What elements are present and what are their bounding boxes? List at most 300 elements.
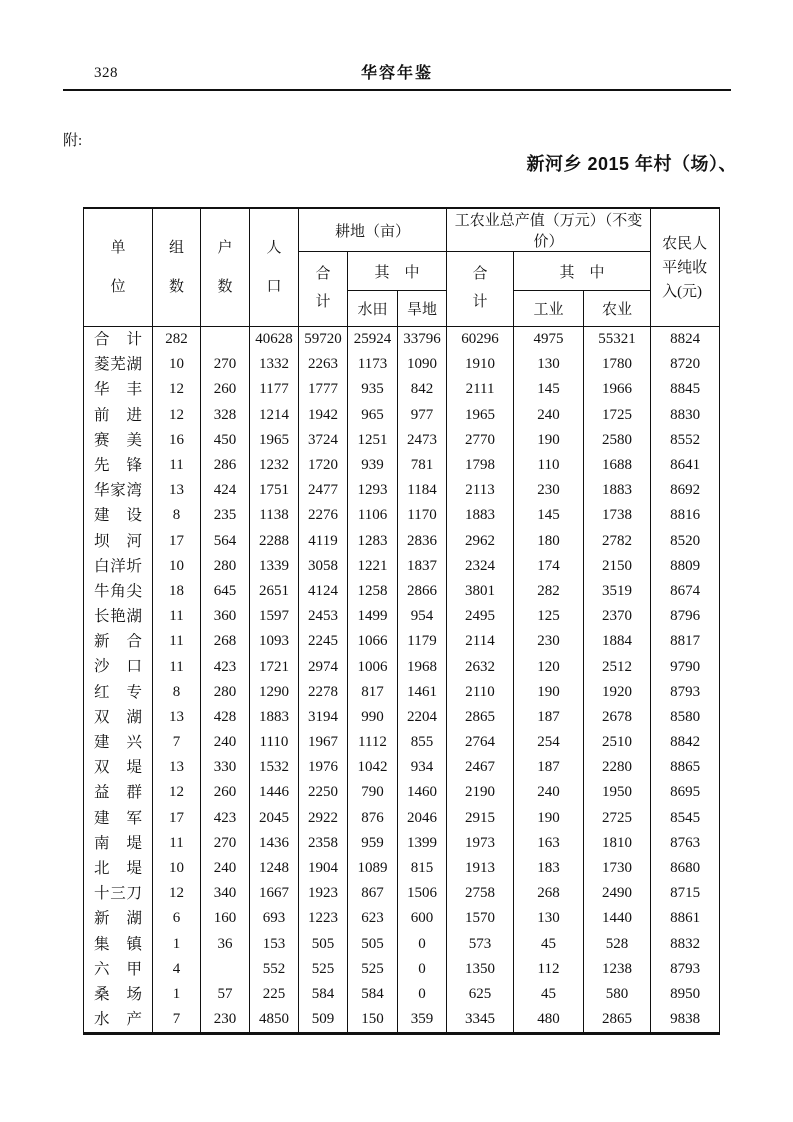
row-name-char: 六: [94, 960, 110, 978]
cell-value: 1090: [398, 352, 447, 377]
row-name-char: 前: [94, 406, 110, 424]
cell-value: 1884: [584, 629, 651, 654]
cell-value: 2678: [584, 705, 651, 730]
cell-value: 1910: [447, 352, 514, 377]
cell-value: 625: [447, 982, 514, 1007]
row-name-char: 刀: [126, 885, 142, 903]
cell-value: 1339: [250, 554, 299, 579]
cell-value: 2046: [398, 806, 447, 831]
cell-value: 270: [201, 831, 250, 856]
cell-value: 423: [201, 806, 250, 831]
row-name: [84, 352, 152, 377]
cell-value: 8793: [651, 957, 720, 982]
cell-value: 428: [201, 705, 250, 730]
cell-value: 2263: [299, 352, 348, 377]
cell-value: 4: [153, 957, 201, 982]
cell-value: 1179: [398, 629, 447, 654]
cell-value: 1667: [250, 881, 299, 906]
cell-value: 480: [514, 1007, 584, 1034]
cell-value: 1720: [299, 453, 348, 478]
table-row: [84, 1007, 720, 1034]
cell-value: 1506: [398, 881, 447, 906]
cell-value: 360: [201, 604, 250, 629]
cell-value: 3058: [299, 554, 348, 579]
cell-value: 0: [398, 932, 447, 957]
cell-value: 17: [153, 806, 201, 831]
cell-value: 1112: [348, 730, 398, 755]
cell-value: 280: [201, 554, 250, 579]
row-name-char: 设: [126, 507, 142, 525]
cell-value: 9790: [651, 654, 720, 679]
cell-value: 183: [514, 856, 584, 881]
table-row: [84, 856, 720, 881]
cell-value: 1570: [447, 906, 514, 931]
cell-value: 1965: [250, 428, 299, 453]
cell-value: 1883: [447, 503, 514, 528]
cell-value: 1110: [250, 730, 299, 755]
table-row: [84, 503, 720, 528]
cell-value: 1883: [584, 478, 651, 503]
cell-value: 1350: [447, 957, 514, 982]
cell-value: 1248: [250, 856, 299, 881]
row-name-char: 三: [110, 885, 126, 903]
cell-value: 2280: [584, 755, 651, 780]
cell-value: 286: [201, 453, 250, 478]
row-name-char: 双: [94, 759, 110, 777]
row-name-char: 堤: [126, 859, 142, 877]
cell-value: 1089: [348, 856, 398, 881]
cell-value: 2045: [250, 806, 299, 831]
cell-value: 230: [201, 1007, 250, 1034]
table-row: [84, 982, 720, 1007]
table-row: [84, 327, 720, 353]
table-title: 新河乡 2015 年村（场）、: [526, 154, 737, 174]
row-name-char: 水: [94, 1011, 110, 1029]
table-body: [84, 327, 720, 1034]
row-name-char: 口: [126, 658, 142, 676]
cell-value: 1138: [250, 503, 299, 528]
header-population: 人口: [250, 208, 299, 327]
cell-value: 934: [398, 755, 447, 780]
row-name-char: 尖: [126, 582, 142, 600]
cell-value: 876: [348, 806, 398, 831]
row-name: [84, 554, 152, 579]
cell-value: 8552: [651, 428, 720, 453]
cell-value: 1942: [299, 403, 348, 428]
cell-value: 282: [514, 579, 584, 604]
row-name-char: 赛: [94, 431, 110, 449]
header-groups: 组数: [153, 208, 201, 327]
cell-value: 130: [514, 906, 584, 931]
cell-value: 8695: [651, 780, 720, 805]
row-name-char: 益: [94, 784, 110, 802]
cell-value: 17: [153, 529, 201, 554]
cell-value: 280: [201, 680, 250, 705]
cell-value: 10: [153, 856, 201, 881]
cell-value: 12: [153, 377, 201, 402]
row-name-char: 镇: [126, 935, 142, 953]
header-households: 户数: [201, 208, 250, 327]
cell-value: 1283: [348, 529, 398, 554]
cell-value: 225: [250, 982, 299, 1007]
cell-value: 1738: [584, 503, 651, 528]
cell-value: 190: [514, 428, 584, 453]
cell-value: 268: [201, 629, 250, 654]
cell-value: 2512: [584, 654, 651, 679]
cell-value: 160: [201, 906, 250, 931]
cell-value: 855: [398, 730, 447, 755]
header-unit: 单位: [84, 208, 153, 327]
cell-value: 1446: [250, 780, 299, 805]
row-name-char: 集: [94, 935, 110, 953]
cell-value: 1251: [348, 428, 398, 453]
table-row: [84, 806, 720, 831]
cell-value: 40628: [250, 327, 299, 353]
cell-value: 240: [514, 403, 584, 428]
cell-value: 2276: [299, 503, 348, 528]
cell-value: 1968: [398, 654, 447, 679]
cell-value: 180: [514, 529, 584, 554]
cell-value: 260: [201, 377, 250, 402]
cell-value: 552: [250, 957, 299, 982]
cell-value: 8: [153, 503, 201, 528]
header-industry: 工业: [514, 291, 584, 327]
cell-value: 25924: [348, 327, 398, 353]
cell-value: 230: [514, 629, 584, 654]
cell-value: 13: [153, 705, 201, 730]
cell-value: 2324: [447, 554, 514, 579]
row-name-char: 芜: [110, 356, 126, 374]
row-name-char: 华: [94, 381, 110, 399]
cell-value: 0: [398, 982, 447, 1007]
cell-value: 8830: [651, 403, 720, 428]
cell-value: 1173: [348, 352, 398, 377]
cell-value: 525: [299, 957, 348, 982]
row-name: [84, 881, 152, 906]
cell-value: 150: [348, 1007, 398, 1034]
cell-value: 2113: [447, 478, 514, 503]
cell-value: 965: [348, 403, 398, 428]
cell-value: 7: [153, 730, 201, 755]
cell-value: 240: [514, 780, 584, 805]
cell-value: 1973: [447, 831, 514, 856]
row-name-char: 北: [94, 859, 110, 877]
row-name-char: 专: [126, 683, 142, 701]
cell-value: 584: [348, 982, 398, 1007]
cell-value: 8715: [651, 881, 720, 906]
cell-value: 1499: [348, 604, 398, 629]
table-row: [84, 957, 720, 982]
row-name-char: 兴: [126, 734, 142, 751]
cell-value: 1221: [348, 554, 398, 579]
cell-value: 174: [514, 554, 584, 579]
cell-value: 1290: [250, 680, 299, 705]
cell-value: 1532: [250, 755, 299, 780]
cell-value: 2915: [447, 806, 514, 831]
cell-value: 110: [514, 453, 584, 478]
row-name: [84, 579, 152, 604]
cell-value: [201, 327, 250, 353]
cell-value: 2114: [447, 629, 514, 654]
row-name-char: 建: [94, 734, 110, 751]
table-row: [84, 403, 720, 428]
cell-value: 1: [153, 932, 201, 957]
table-row: [84, 780, 720, 805]
cell-value: 8861: [651, 906, 720, 931]
cell-value: 8832: [651, 932, 720, 957]
table-row: [84, 654, 720, 679]
cell-value: 2782: [584, 529, 651, 554]
row-name-char: 洋: [110, 557, 126, 575]
cell-value: 2473: [398, 428, 447, 453]
cell-value: 1460: [398, 780, 447, 805]
cell-value: 505: [348, 932, 398, 957]
cell-value: 10: [153, 352, 201, 377]
row-name-char: 湖: [126, 608, 142, 626]
cell-value: 842: [398, 377, 447, 402]
row-name: [84, 755, 152, 780]
cell-value: 2764: [447, 730, 514, 755]
cell-value: 505: [299, 932, 348, 957]
table-row: [84, 352, 720, 377]
cell-value: 6: [153, 906, 201, 931]
cell-value: 8845: [651, 377, 720, 402]
header-output-total: 合计: [447, 252, 514, 327]
cell-value: 112: [514, 957, 584, 982]
cell-value: 1258: [348, 579, 398, 604]
table-row: [84, 604, 720, 629]
row-name: [84, 730, 152, 755]
table-row: [84, 906, 720, 931]
table-row: [84, 705, 720, 730]
cell-value: 584: [299, 982, 348, 1007]
cell-value: 8674: [651, 579, 720, 604]
cell-value: 2288: [250, 529, 299, 554]
cell-value: 1725: [584, 403, 651, 428]
cell-value: 977: [398, 403, 447, 428]
cell-value: 1332: [250, 352, 299, 377]
cell-value: 190: [514, 806, 584, 831]
table-row: [84, 529, 720, 554]
cell-value: 187: [514, 705, 584, 730]
header-row-1: [84, 208, 720, 252]
row-name-char: 双: [94, 708, 110, 726]
cell-value: 1883: [250, 705, 299, 730]
row-name: [84, 377, 152, 402]
cell-value: [201, 957, 250, 982]
cell-value: 1232: [250, 453, 299, 478]
cell-value: 235: [201, 503, 250, 528]
cell-value: 8824: [651, 327, 720, 353]
row-name-char: 湖: [126, 356, 142, 374]
row-name-char: 军: [126, 809, 142, 827]
cell-value: 2632: [447, 654, 514, 679]
cell-value: 2190: [447, 780, 514, 805]
cell-value: 57: [201, 982, 250, 1007]
cell-value: 1: [153, 982, 201, 1007]
cell-value: 8842: [651, 730, 720, 755]
cell-value: 2865: [447, 705, 514, 730]
cell-value: 1106: [348, 503, 398, 528]
cell-value: 1461: [398, 680, 447, 705]
row-name: [84, 957, 152, 982]
cell-value: 2111: [447, 377, 514, 402]
cell-value: 1214: [250, 403, 299, 428]
cell-value: 1976: [299, 755, 348, 780]
row-name: [84, 503, 152, 528]
cell-value: 2495: [447, 604, 514, 629]
cell-value: 1170: [398, 503, 447, 528]
page-number: 328: [94, 65, 118, 81]
cell-value: 340: [201, 881, 250, 906]
cell-value: 573: [447, 932, 514, 957]
cell-value: 33796: [398, 327, 447, 353]
cell-value: 8641: [651, 453, 720, 478]
cell-value: 564: [201, 529, 250, 554]
row-name: [84, 932, 152, 957]
cell-value: 4975: [514, 327, 584, 353]
cell-value: 2510: [584, 730, 651, 755]
row-name-char: 建: [94, 507, 110, 525]
row-name-char: 场: [126, 985, 142, 1003]
row-name: [84, 478, 152, 503]
cell-value: 1966: [584, 377, 651, 402]
cell-value: 2580: [584, 428, 651, 453]
row-name-char: 艳: [110, 608, 126, 626]
row-name-char: 堤: [126, 759, 142, 777]
table-row: [84, 453, 720, 478]
cell-value: 781: [398, 453, 447, 478]
cell-value: 11: [153, 453, 201, 478]
cell-value: 1293: [348, 478, 398, 503]
cell-value: 11: [153, 654, 201, 679]
cell-value: 8793: [651, 680, 720, 705]
book-title: 华容年鉴: [360, 65, 433, 82]
cell-value: 935: [348, 377, 398, 402]
cell-value: 12: [153, 403, 201, 428]
table-row: [84, 730, 720, 755]
row-name: [84, 604, 152, 629]
row-name-char: 新: [94, 633, 110, 651]
row-name: [84, 654, 152, 679]
cell-value: 153: [250, 932, 299, 957]
cell-value: 2467: [447, 755, 514, 780]
cell-value: 0: [398, 957, 447, 982]
table-row: [84, 377, 720, 402]
cell-value: 45: [514, 932, 584, 957]
cell-value: 1399: [398, 831, 447, 856]
row-name: [84, 780, 152, 805]
cell-value: 525: [348, 957, 398, 982]
cell-value: 1066: [348, 629, 398, 654]
cell-value: 7: [153, 1007, 201, 1034]
cell-value: 1093: [250, 629, 299, 654]
cell-value: 1837: [398, 554, 447, 579]
table-row: [84, 755, 720, 780]
cell-value: 817: [348, 680, 398, 705]
header-farmland-among: 其 中: [348, 252, 447, 291]
cell-value: 1904: [299, 856, 348, 881]
cell-value: 59720: [299, 327, 348, 353]
cell-value: 2110: [447, 680, 514, 705]
cell-value: 939: [348, 453, 398, 478]
cell-value: 1798: [447, 453, 514, 478]
cell-value: 2204: [398, 705, 447, 730]
cell-value: 8580: [651, 705, 720, 730]
row-name-char: 华: [94, 482, 110, 500]
table-row: [84, 554, 720, 579]
row-name-char: 湾: [126, 482, 142, 500]
cell-value: 120: [514, 654, 584, 679]
row-name: [84, 906, 152, 931]
table-row: [84, 881, 720, 906]
row-name-char: 美: [126, 431, 142, 449]
cell-value: 125: [514, 604, 584, 629]
cell-value: 2150: [584, 554, 651, 579]
cell-value: 18: [153, 579, 201, 604]
row-name-char: 河: [126, 532, 142, 550]
cell-value: 1597: [250, 604, 299, 629]
cell-value: 230: [514, 478, 584, 503]
cell-value: 8865: [651, 755, 720, 780]
cell-value: 9838: [651, 1007, 720, 1034]
cell-value: 2770: [447, 428, 514, 453]
row-name-char: 锋: [126, 456, 142, 474]
row-name-char: 建: [94, 809, 110, 827]
cell-value: 268: [514, 881, 584, 906]
cell-value: 45: [514, 982, 584, 1007]
row-name-char: 甲: [126, 960, 142, 978]
cell-value: 8680: [651, 856, 720, 881]
header-agriculture: 农业: [584, 291, 651, 327]
cell-value: 1184: [398, 478, 447, 503]
cell-value: 1177: [250, 377, 299, 402]
cell-value: 2922: [299, 806, 348, 831]
cell-value: 8796: [651, 604, 720, 629]
cell-value: 867: [348, 881, 398, 906]
cell-value: 954: [398, 604, 447, 629]
cell-value: 282: [153, 327, 201, 353]
row-name: [84, 428, 152, 453]
cell-value: 1967: [299, 730, 348, 755]
row-name-char: 先: [94, 456, 110, 474]
cell-value: 1913: [447, 856, 514, 881]
cell-value: 11: [153, 831, 201, 856]
row-name-char: 圻: [126, 557, 142, 575]
cell-value: 3801: [447, 579, 514, 604]
row-name-char: 家: [110, 482, 126, 500]
row-name-char: 桑: [94, 985, 110, 1003]
table-row: [84, 831, 720, 856]
row-name-char: 角: [110, 582, 126, 600]
cell-value: 2725: [584, 806, 651, 831]
running-head: [63, 58, 731, 91]
cell-value: 3194: [299, 705, 348, 730]
row-name: [84, 680, 152, 705]
cell-value: 1006: [348, 654, 398, 679]
table-row: [84, 478, 720, 503]
header-income: 农民人平纯收入(元): [651, 208, 720, 327]
row-name-char: 湖: [126, 708, 142, 726]
cell-value: 2453: [299, 604, 348, 629]
cell-value: 240: [201, 730, 250, 755]
row-name-char: 合: [126, 633, 142, 651]
cell-value: 1688: [584, 453, 651, 478]
cell-value: 187: [514, 755, 584, 780]
cell-value: 8720: [651, 352, 720, 377]
row-name-char: 红: [94, 683, 110, 701]
row-name-char: 白: [94, 557, 110, 575]
